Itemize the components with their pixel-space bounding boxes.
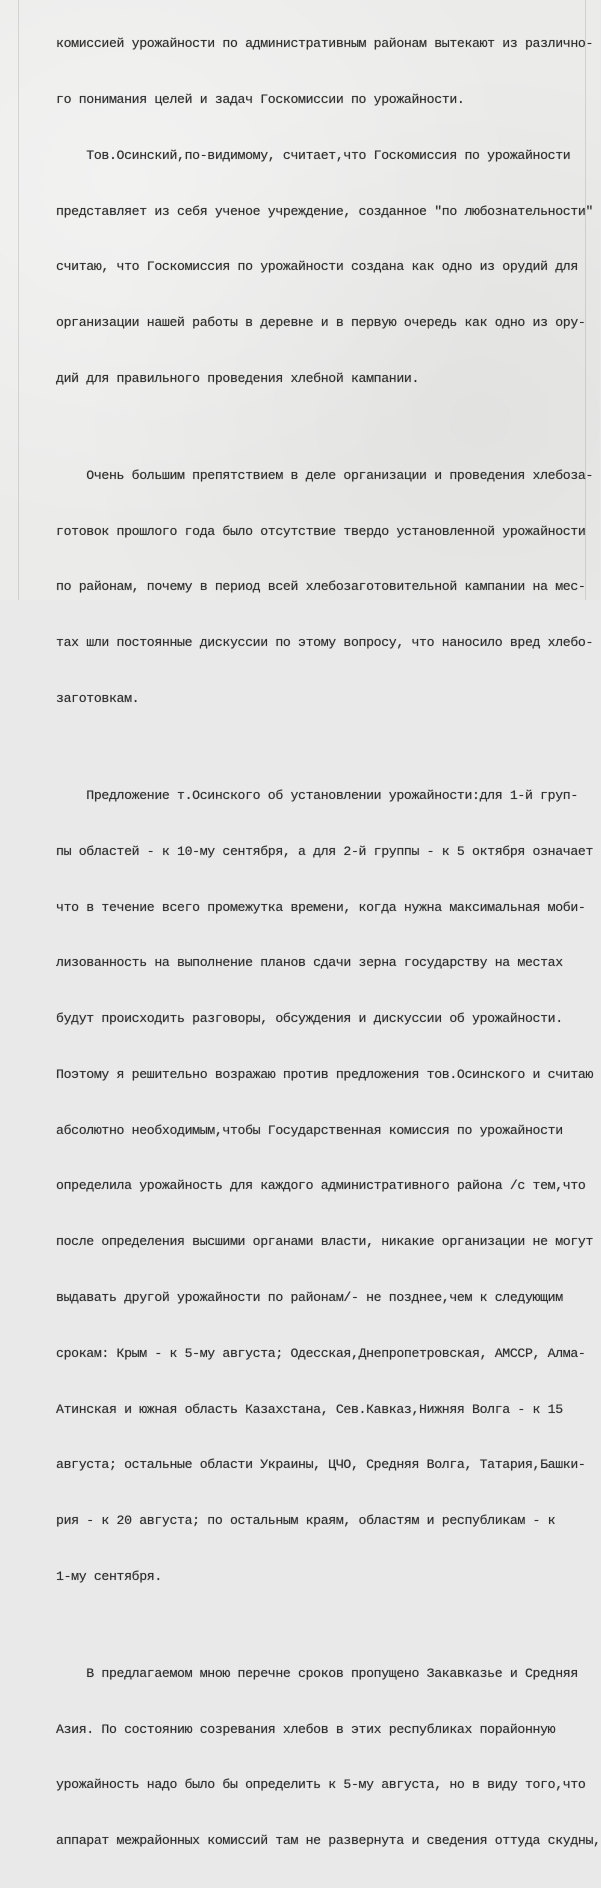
text-line: будут происходить разговоры, обсуждения и дискуссии об урожайности.: [56, 1011, 563, 1027]
text-line: определила урожайность для каждого административного района /с тем,что: [56, 1178, 586, 1194]
text-line: дий для правильного проведения хлебной кампании.: [56, 370, 420, 386]
paragraph-gap: [56, 746, 596, 750]
paragraph-gap: [56, 1624, 596, 1628]
text-line: что в течение всего промежутка времени, когда нужна максимальная моби-: [56, 899, 586, 915]
text-line: рия - к 20 августа; по остальным краям, областям и республикам - к: [56, 1513, 556, 1529]
text-line: Очень большим препятствием в деле организации и проведения хлебоза-: [56, 467, 594, 483]
text-line: абсолютно необходимым,чтобы Государственная комиссия по урожайности: [56, 1122, 563, 1138]
text-line: организации нашей работы в деревне и в первую очередь как одно из ору-: [56, 315, 586, 331]
text-line: считаю, что Госкомиссия по урожайности создана как одно из орудий для: [56, 259, 578, 275]
text-line: лизованность на выполнение планов сдачи зерна государству на местах: [56, 955, 563, 971]
text-line: заготовкам.: [56, 690, 140, 706]
text-line: пы областей - к 10-му сентября, а для 2-й группы - к 5 октября означает: [56, 843, 594, 859]
text-line: комиссией урожайности по административным районам вытекают из различно-: [56, 36, 594, 52]
text-line: 1-му сентября.: [56, 1568, 162, 1584]
text-line: Поэтому я решительно возражаю против предложения тов.Осинского и считаю: [56, 1066, 594, 1082]
text-line: готовок прошлого года было отсутствие твердо установленной урожайности: [56, 523, 586, 539]
text-line: Тов.Осинский,по-видимому, считает,что Госкомиссия по урожайности: [56, 147, 571, 163]
text-line: срокам: Крым - к 5-му августа; Одесская,Днепропетровская, АМССР, Алма-: [56, 1345, 586, 1361]
text-line: после определения высшими органами власти, никакие организации не могут: [56, 1234, 594, 1250]
text-line: В предлагаемом мною перечне сроков пропущено Закавказье и Средняя: [56, 1665, 578, 1681]
paper-crease: [18, 0, 19, 600]
text-line: урожайность надо было бы определить к 5-му августа, но в виду того,что: [56, 1777, 586, 1793]
text-line: представляет из себя ученое учреждение, созданное "по любознательности": [56, 203, 594, 219]
text-line: выдавать другой урожайности по районам/- не позднее,чем к следующим: [56, 1289, 563, 1305]
text-line: августа; остальные области Украины, ЦЧО, Средняя Волга, Татария,Башки-: [56, 1457, 586, 1473]
text-line: Атинская и южная область Казахстана, Сев.Кавказ,Нижняя Волга - к 15: [56, 1401, 563, 1417]
text-line: Азия. По состоянию созревания хлебов в этих республиках порайонную: [56, 1721, 556, 1737]
text-line: аппарат межрайонных комиссий там не развернута и сведения оттуда скудны,: [56, 1833, 601, 1849]
paragraph-gap: [56, 426, 596, 430]
text-line: тах шли постоянные дискуссии по этому вопросу, что наносило вред хлебо-: [56, 635, 594, 651]
text-line: го понимания целей и задач Госкомиссии по урожайности.: [56, 91, 465, 107]
text-line: по районам, почему в период всей хлебозаготовительной кампании на мес-: [56, 579, 586, 595]
typewritten-text: [56, 0, 601, 1888]
text-line: Предложение т.Осинского об установлении урожайности:для 1-й груп-: [56, 787, 578, 803]
